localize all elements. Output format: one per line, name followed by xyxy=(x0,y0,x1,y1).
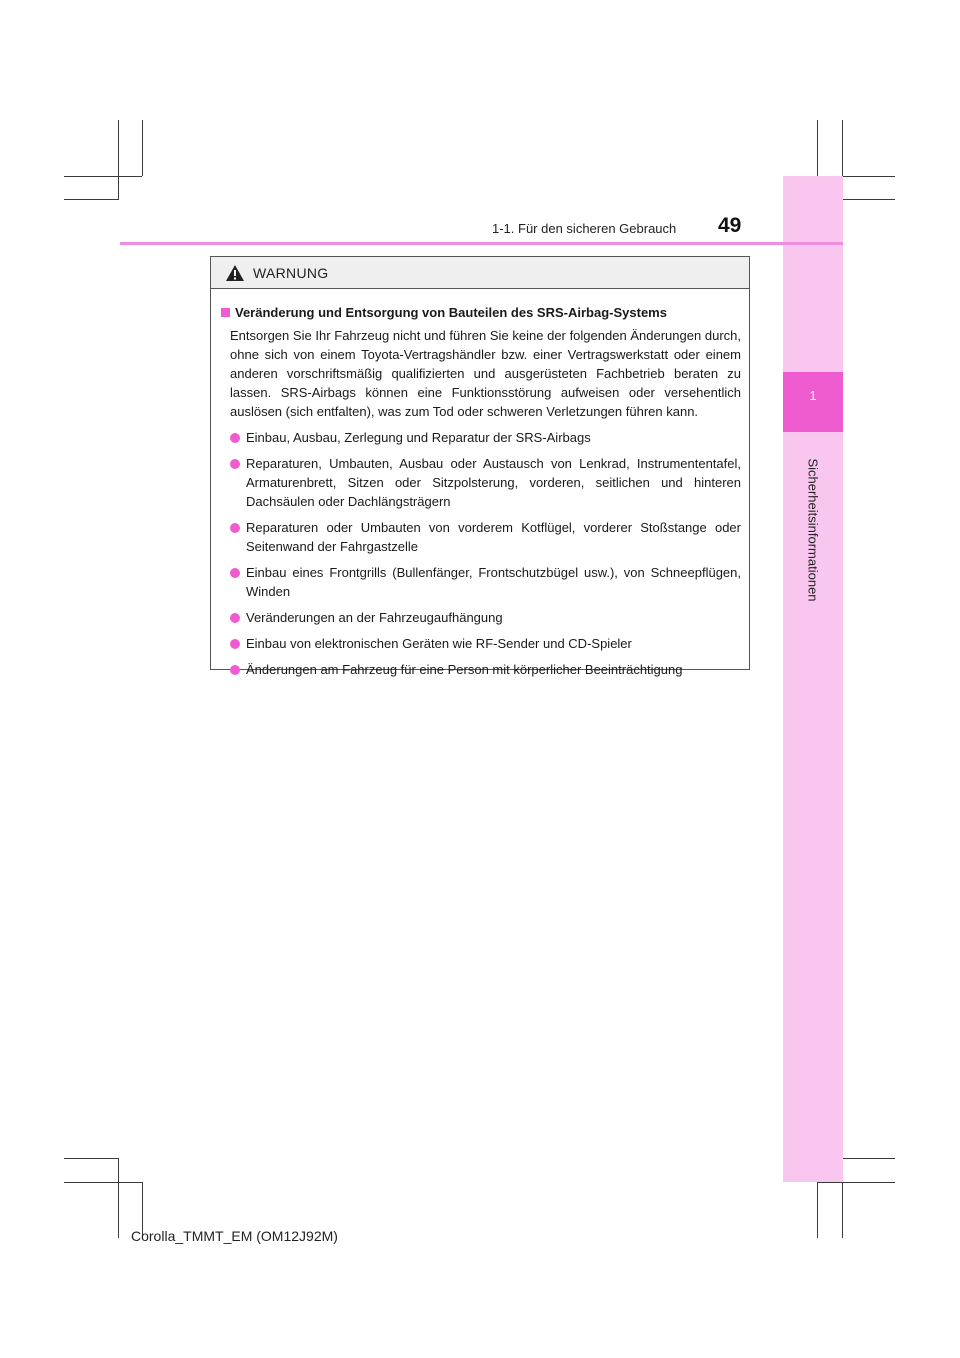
list-item xyxy=(220,634,741,653)
warning-intro: Entsorgen Sie Ihr Fahrzeug nicht und führen Sie keine der folgenden Änderungen durch, ohne sich von einem Toyota-Vertragshändler bzw. einer Vertragswerkstatt oder einem anderen vorschriftsmäßig qualifizierten und ausgerüsteten Fachbetrieb beraten zu lassen. SRS-Airbags können eine Funktionsstörung aufweisen oder versehentlich auslösen (sich entfalten), was zum Tod oder schweren Verletzungen führen kann. xyxy=(230,328,741,419)
circle-bullet-icon xyxy=(230,665,240,675)
crop-mark xyxy=(64,1182,142,1183)
warning-content xyxy=(211,289,749,679)
list-item xyxy=(220,518,741,556)
section-heading-text: Veränderung und Entsorgung von Bauteilen des SRS-Airbag-Systems xyxy=(235,305,667,320)
circle-bullet-icon xyxy=(230,433,240,443)
crop-mark xyxy=(118,1158,119,1238)
list-item-text: Änderungen am Fahrzeug für eine Person mit körperlicher Beeinträchtigung xyxy=(246,662,683,677)
header-rule xyxy=(120,242,843,245)
warning-box xyxy=(210,256,750,677)
warning-header xyxy=(211,257,749,289)
list-item-text: Einbau eines Frontgrills (Bullenfänger, Frontschutzbügel usw.), von Schneepflügen, Winden xyxy=(246,565,741,599)
warning-title: WARNUNG xyxy=(253,264,329,281)
list-item-text: Einbau von elektronischen Geräten wie RF-Sender und CD-Spieler xyxy=(246,636,632,651)
list-item xyxy=(220,563,741,601)
crop-mark xyxy=(842,1158,895,1159)
list-item xyxy=(220,660,741,679)
page-number: 49 xyxy=(718,214,742,237)
chapter-number: 1 xyxy=(809,388,817,403)
crop-mark xyxy=(64,199,118,200)
crop-mark xyxy=(64,176,142,177)
list-item-text: Einbau, Ausbau, Zerlegung und Reparatur der SRS-Airbags xyxy=(246,430,591,445)
crop-mark xyxy=(817,1182,818,1238)
document-code: Corolla_TMMT_EM (OM12J92M) xyxy=(131,1228,338,1244)
crop-mark xyxy=(64,1158,118,1159)
list-item-text: Veränderungen an der Fahrzeugaufhängung xyxy=(246,610,503,625)
list-item-text: Reparaturen, Umbauten, Ausbau oder Austausch von Lenkrad, Instrumententafel, Armaturenbrett, Sitzen oder Sitzpolsterung, vorderen, seitlichen und hinteren Dachsäulen oder Dachlängsträgern xyxy=(246,456,741,509)
circle-bullet-icon xyxy=(230,613,240,623)
list-item xyxy=(220,454,741,511)
warning-triangle-icon xyxy=(225,264,245,282)
square-bullet-icon xyxy=(221,308,230,317)
chapter-side-tab xyxy=(783,176,843,1182)
circle-bullet-icon xyxy=(230,568,240,578)
crop-mark xyxy=(142,120,143,176)
circle-bullet-icon xyxy=(230,459,240,469)
circle-bullet-icon xyxy=(230,639,240,649)
chapter-label: Sicherheitsinformationen xyxy=(805,458,821,602)
section-heading xyxy=(220,303,741,322)
list-item-text: Reparaturen oder Umbauten von vorderem Kotflügel, vorderer Stoßstange oder Seitenwand der Fahrgastzelle xyxy=(246,520,741,554)
list-item xyxy=(220,608,741,627)
list-item xyxy=(220,428,741,447)
crop-mark xyxy=(817,120,818,176)
warning-item-list xyxy=(220,428,741,679)
crop-mark xyxy=(817,1182,895,1183)
crop-mark xyxy=(118,120,119,200)
section-title: 1-1. Für den sicheren Gebrauch xyxy=(492,221,677,236)
crop-mark xyxy=(842,199,895,200)
circle-bullet-icon xyxy=(230,523,240,533)
